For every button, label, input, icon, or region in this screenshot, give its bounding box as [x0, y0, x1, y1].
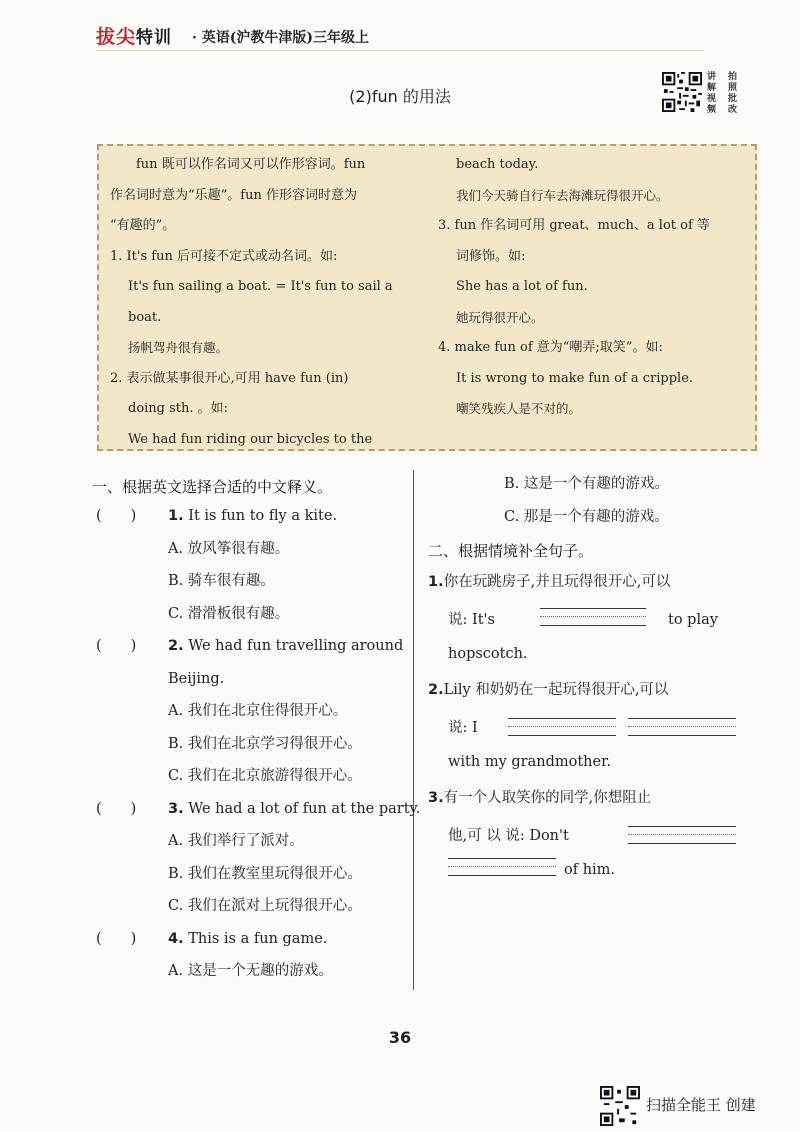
note-line: fun 既可以作名词又可以作形容词。fun: [110, 157, 366, 172]
note-line: 4. make fun of 意为“嘲弄;取笑”。如:: [438, 340, 663, 355]
note-line: 作名词时意为“乐趣”。fun 作形容词时意为: [110, 187, 357, 203]
answer-paren[interactable]: ( ): [96, 800, 137, 817]
scanner-watermark: 扫描全能王 创建: [646, 1096, 756, 1114]
question-1: ( ) 1. It is fun to fly a kite.: [96, 500, 408, 533]
section1-questions: ( ) 1. It is fun to fly a kite. A. 放风筝很有趣。 B. 骑车很有趣。 C. 滑滑板很有趣。 ( ) 2. We had fun travelling around Beijing. A. 我们在北京住得很开心。 B. 我们在北京学习得很开心。 C. 我们在北京旅游得很开心。 ( ) 3. We had a lot of fun at the party. A. 我们举行了派对。 B. 我们在教室里玩得很开心。 C. 我们在派对上玩得很开心。 ( ) 4. This is a fun game. A. 这是一个无趣的游戏。: [96, 500, 408, 988]
option: A. 我们举行了派对。: [168, 833, 304, 849]
scanner-qr-icon: [600, 1086, 640, 1126]
s2-question-2: 2.Lily 和奶奶在一起玩得很开心,可以: [428, 682, 669, 698]
qr-label: 讲 拍 解 照 视 批 频 改: [707, 72, 738, 115]
note-line: It's fun sailing a boat. = It's fun to sail a: [128, 279, 393, 294]
option: A. 这是一个无趣的游戏。: [168, 963, 333, 979]
option: C. 我们在派对上玩得很开心。: [168, 898, 362, 914]
question-2: ( ) 2. We had fun travelling around: [96, 630, 408, 663]
qr-code-icon[interactable]: [662, 72, 702, 112]
note-line: 嘲笑残疾人是不对的。: [456, 401, 582, 416]
note-line: We had fun riding our bicycles to the: [128, 431, 373, 447]
option: B. 我们在教室里玩得很开心。: [168, 865, 362, 882]
page-number: 36: [388, 1028, 412, 1047]
header-divider: [96, 50, 704, 51]
note-line: “有趣的”。: [110, 218, 176, 233]
answer-blank[interactable]: [628, 842, 736, 844]
note-line: 2. 表示做某事很开心,可用 have fun (in): [110, 370, 349, 386]
brand-black-text: 特训: [136, 28, 173, 48]
brand-logo: [96, 22, 172, 49]
note-line: 3. fun 作名词可用 great、much、a lot of 等: [438, 218, 710, 233]
option: A. 我们在北京住得很开心。: [168, 703, 348, 719]
note-line: doing sth. 。如:: [128, 401, 229, 416]
option: C. 我们在北京旅游得很开心。: [168, 768, 362, 784]
note-line: 她玩得很开心。: [456, 309, 544, 325]
answer-paren[interactable]: ( ): [96, 638, 137, 654]
answer-blank[interactable]: [540, 624, 646, 626]
answer-blank[interactable]: [628, 734, 736, 736]
answer-paren[interactable]: ( ): [96, 930, 137, 947]
note-line: boat.: [128, 309, 162, 325]
question-3: ( ) 3. We had a lot of fun at the party.: [96, 793, 408, 826]
answer-paren[interactable]: ( ): [96, 508, 137, 524]
option: B. 这是一个有趣的游戏。: [504, 476, 669, 492]
note-line: She has a lot of fun.: [456, 279, 588, 294]
note-line: 1. It's fun 后可接不定式或动名词。如:: [110, 248, 338, 264]
s2-question-3: 3.有一个人取笑你的同学,你想阻止: [428, 790, 652, 806]
note-line: 词修饰。如:: [456, 248, 526, 264]
question-4-continued: [432, 468, 752, 533]
note-line: 扬帆驾舟很有趣。: [128, 340, 229, 355]
s2-question-1: 1.你在玩跳房子,并且玩得很开心,可以: [428, 574, 671, 590]
option: B. 我们在北京学习得很开心。: [168, 735, 362, 752]
section2-questions: 1.你在玩跳房子,并且玩得很开心,可以 说: It's to play hopscotch. 2.Lily 和奶奶在一起玩得很开心,可以 说: I with my grandmother. 3.有一个人取笑你的同学,你想阻止 他,可 以 说: Don't of him.: [428, 566, 758, 886]
question-4: ( ) 4. This is a fun game.: [96, 923, 408, 956]
note-left-column: [110, 150, 410, 455]
page-title: (2)fun 的用法: [349, 87, 451, 106]
note-line: 我们今天骑自行车去海滩玩得很开心。: [456, 187, 669, 203]
note-right-column: [438, 150, 748, 425]
answer-blank[interactable]: [448, 874, 556, 876]
option: A. 放风筝很有趣。: [168, 540, 290, 557]
column-divider: [413, 470, 414, 990]
series-title: · 英语(沪教牛津版)三年级上: [192, 30, 369, 46]
option: C. 滑滑板很有趣。: [168, 605, 290, 622]
answer-blank[interactable]: [508, 734, 616, 736]
section1-heading: 一、根据英文选择合适的中文释义。: [92, 478, 333, 496]
note-line: It is wrong to make fun of a cripple.: [456, 370, 694, 386]
brand-red-text: 拔尖: [96, 26, 137, 48]
note-line: beach today.: [456, 157, 539, 172]
section2-heading: 二、根据情境补全句子。: [428, 542, 594, 560]
option: B. 骑车很有趣。: [168, 573, 275, 589]
option: C. 那是一个有趣的游戏。: [504, 508, 669, 525]
